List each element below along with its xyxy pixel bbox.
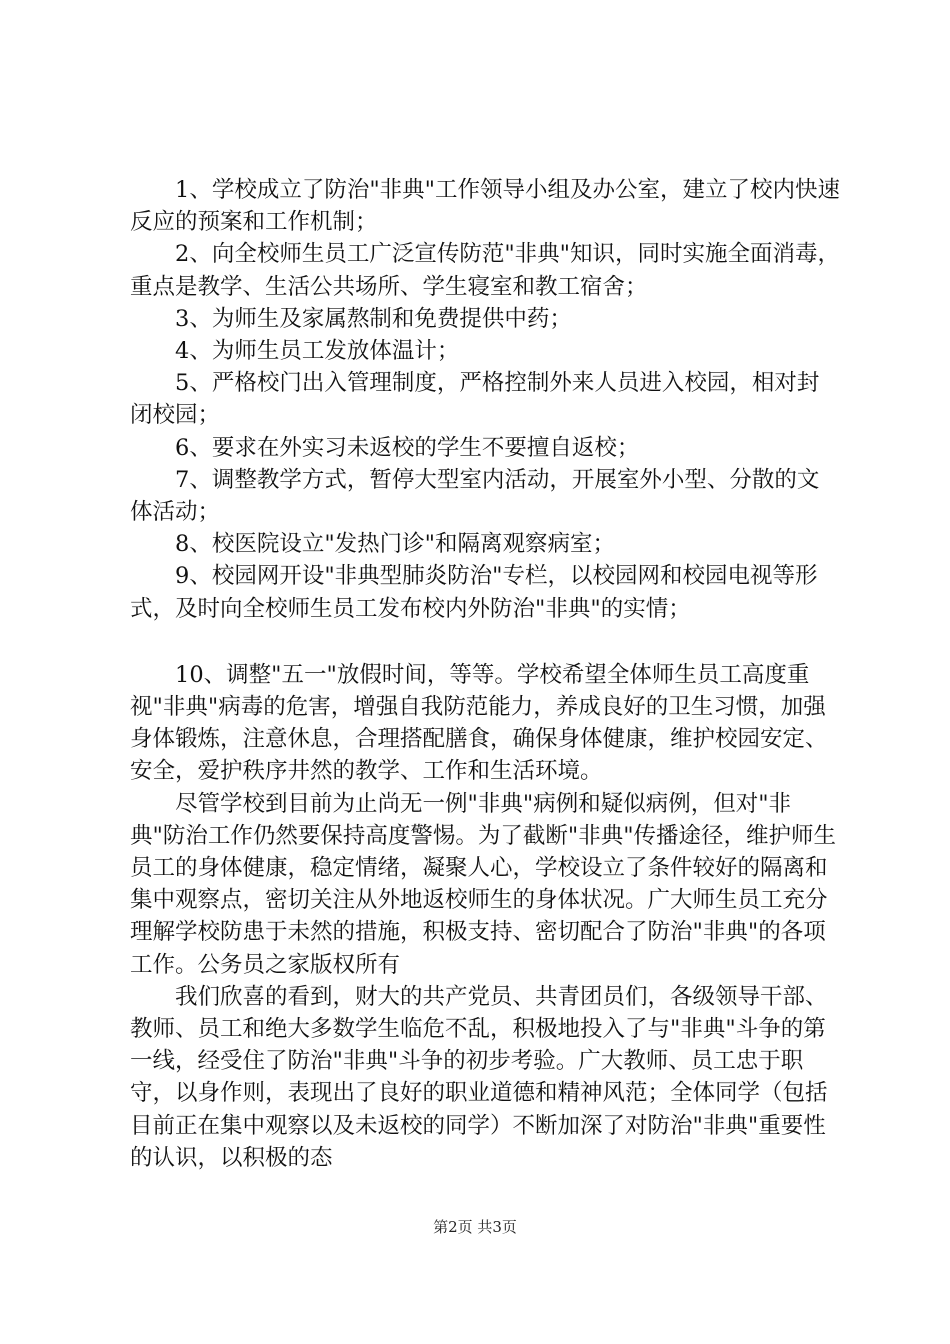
paragraph-item-3: 3、为师生及家属熬制和免费提供中药； bbox=[175, 305, 572, 332]
paragraph-vigilance: 尽管学校到目前为止尚无一例"非典"病例和疑似病例，但对"非典"防治工作仍然要保持高度警惕。为了截断"非典"传播途径，维护师生员工的身体健康，稳定情绪，凝聚人心，学校设立了条件较好的隔离和集中观察点，密切关注从外地返校师生的身体状况。广大师生员工充分理解学校防患于未然的措施，积极支持、密切配合了防治"非典"的各项工作。公务员之家版权所有 bbox=[130, 790, 837, 978]
paragraph-item-2: 2、向全校师生员工广泛宣传防范"非典"知识，同时实施全面消毒，重点是教学、生活公共场所、学生寝室和教工宿舍； bbox=[130, 241, 841, 300]
document-body bbox=[130, 174, 840, 1174]
paragraph-item-9: 9、校园网开设"非典型肺炎防治"专栏，以校园网和校园电视等形式，及时向全校师生员工发布校内外防治"非典"的实情； bbox=[130, 563, 818, 622]
paragraph-item-1: 1、学校成立了防治"非典"工作领导小组及办公室，建立了校内快速反应的预案和工作机制； bbox=[130, 177, 841, 236]
paragraph-item-4: 4、为师生员工发放体温计； bbox=[175, 338, 460, 365]
paragraph-item-5: 5、严格校门出入管理制度，严格控制外来人员进入校园，相对封闭校园； bbox=[130, 370, 820, 429]
paragraph-item-10: 10、调整"五一"放假时间，等等。学校希望全体师生员工高度重视"非典"病毒的危害，增强自我防范能力，养成良好的卫生习惯，加强身体锻炼，注意休息，合理搭配膳食，确保身体健康，维护校园安定、安全，爱护秩序井然的教学、工作和生活环境。 bbox=[130, 661, 828, 785]
paragraph-item-7: 7、调整教学方式，暂停大型室内活动，开展室外小型、分散的文体活动； bbox=[130, 466, 820, 526]
page-number-footer: 第2页 共3页 bbox=[433, 1218, 517, 1236]
paragraph-item-6: 6、要求在外实习未返校的学生不要擅自返校； bbox=[175, 434, 640, 461]
paragraph-item-8: 8、校医院设立"发热门诊"和隔离观察病室； bbox=[175, 531, 616, 558]
paragraph-conclusion: 我们欣喜的看到，财大的共产党员、共青团员们，各级领导干部、教师、员工和绝大多数学生临危不乱，积极地投入了与"非典"斗争的第一线，经受住了防治"非典"斗争的初步考验。广大教师、员工忠于职守，以身作则，表现出了良好的职业道德和精神风范；全体同学（包括目前正在集中观察以及未返校的同学）不断加深了对防治"非典"重要性的认识，以积极的态 bbox=[130, 983, 828, 1171]
